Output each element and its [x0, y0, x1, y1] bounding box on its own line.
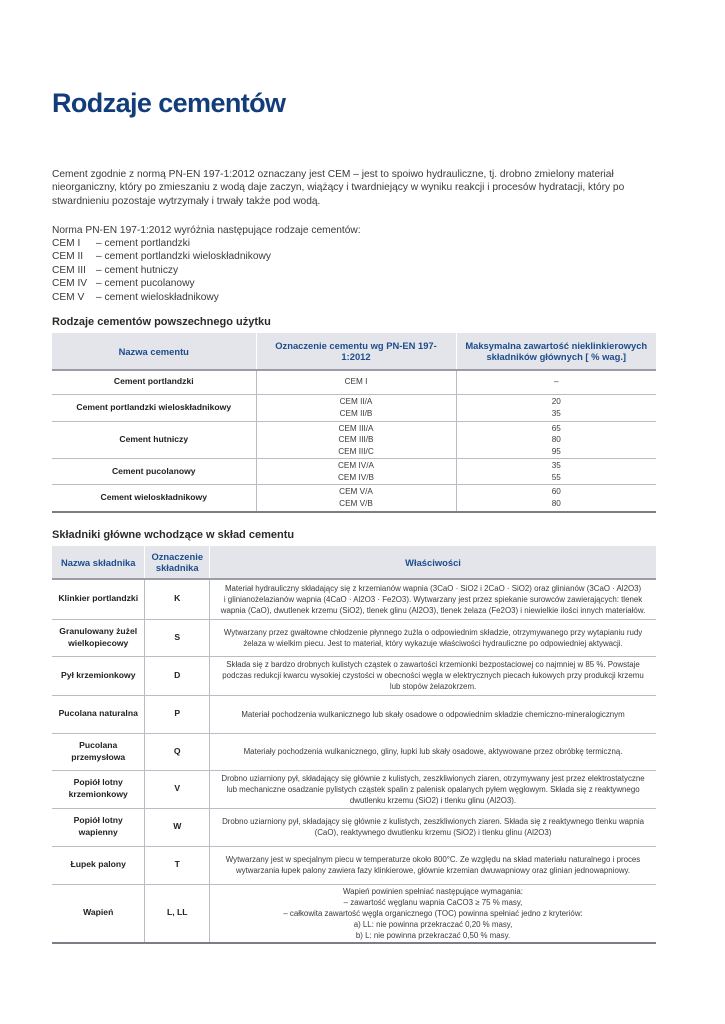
cement-type-item [52, 291, 271, 304]
cement-type-desc: – cement portlandzki wieloskładnikowy [96, 251, 271, 263]
cement-max-value: 20 [551, 396, 561, 406]
table-row [52, 733, 656, 770]
cement-code: CEM II/B [339, 408, 373, 418]
cement-code: CEM IV/B [338, 472, 374, 482]
component-property-line: dwutlenku krzemu (SiO2) i tlenku glinu (Al2O3). [349, 795, 517, 805]
table1-header-max: Maksymalna zawartość nieklinkierowych składników głównych [ % wag.] [456, 333, 656, 370]
table-row [52, 421, 656, 459]
table-row [52, 579, 656, 619]
component-property-line: Materiał pochodzenia wulkanicznego lub skały osadowe o odpowiednim składzie chemiczno-mineralogicznym [241, 709, 625, 719]
cement-code: CEM V/A [339, 487, 373, 497]
component-name: Klinkier portlandzki [52, 579, 145, 619]
cement-code: CEM III/B [338, 435, 374, 445]
table-row [52, 884, 656, 943]
cement-max-value: 35 [551, 461, 561, 471]
component-name: Granulowany żużel wielkopiecowy [52, 619, 145, 656]
component-property-line: żelaza w wielkim piecu. Jest to materiał, który wykazuje właściwości hydrauliczne po odpowiedniej aktywacji. [243, 638, 623, 648]
table2-header-code: Oznaczenie składnika [145, 546, 210, 579]
component-property-line: i glinianożelazianów wapnia (4CaO · Al2O3 · Fe2O3). Wytwarzany jest przez spiekanie surowców zawierających: tlenek [223, 594, 643, 604]
cement-code: CEM II/A [339, 396, 373, 406]
table1-header-name: Nazwa cementu [52, 333, 256, 370]
component-property-line: a) LL: nie powinna przekraczać 0,20 % masy, [353, 919, 513, 929]
component-name: Pucolana przemysłowa [52, 733, 145, 770]
component-property-line: Wytwarzany jest w specjalnym piecu w temperaturze około 800°C. Ze względu na skład materiału naturalnego i proces [225, 855, 641, 864]
table-row [52, 656, 656, 695]
table2-title: Składniki główne wchodzące w skład cementu [52, 529, 295, 541]
table-row [52, 485, 656, 512]
table1-title: Rodzaje cementów powszechnego użytku [52, 316, 271, 328]
component-code: V [145, 770, 210, 808]
cement-type-code: CEM II [52, 251, 84, 263]
cement-max-value: 80 [551, 499, 561, 509]
table-row [52, 695, 656, 733]
table1-header-code: Oznaczenie cementu wg PN-EN 197-1:2012 [256, 333, 456, 370]
component-property-line: Wytwarzany przez gwałtowne chłodzenie płynnego żużla o odpowiednim składzie, otrzymywanego przy wytapianiu rudy [223, 627, 643, 637]
cement-code: CEM IV/A [338, 461, 374, 471]
cement-max-value: 65 [551, 423, 561, 433]
cement-name: Cement portlandzki wieloskładnikowy [52, 394, 256, 421]
cement-type-item [52, 250, 271, 263]
component-property-line: wapnia (CaO), dwutlenek krzemu (SiO2), tlenek glinu (Al2O3), tlenek żelaza (Fe2O3) i niewielkie ilości innych materiałów. [220, 605, 646, 615]
cement-max-value: 60 [551, 487, 561, 497]
cement-max-value: – [553, 377, 559, 387]
cement-name: Cement wieloskładnikowy [52, 485, 256, 512]
cement-code: CEM III/C [338, 446, 374, 456]
component-name: Popiół lotny wapienny [52, 808, 145, 846]
table2-header-props: Właściwości [210, 546, 656, 579]
cement-type-item [52, 277, 271, 290]
cement-type-desc: – cement wieloskładnikowy [96, 291, 219, 303]
component-name: Wapień [52, 884, 145, 943]
table2-header-name: Nazwa składnika [52, 546, 145, 579]
component-name: Popiół lotny krzemionkowy [52, 770, 145, 808]
cement-max-value: 80 [551, 435, 561, 445]
component-code: K [145, 579, 210, 619]
cement-max-value: 35 [551, 408, 561, 418]
component-property-line: Składa się z bardzo drobnych kulistych cząstek o zawartości krzemionki bezpostaciowej co najmniej w 85 %. Powstaje [226, 660, 640, 669]
cement-name: Cement hutniczy [52, 421, 256, 459]
components-table [52, 546, 656, 944]
cement-types-list [52, 237, 271, 304]
component-property-line: lub mechaniczne osadzanie pylistych cząstek spalin z palenisk opalanych pyłem węglowym. Składa się z reaktywnego [226, 784, 640, 794]
component-property-line: (CaO), reaktywnego dwutlenku krzemu (SiO2) i tlenku glinu (Al2O3) [314, 828, 552, 837]
cement-type-desc: – cement portlandzki [96, 238, 191, 249]
cement-type-desc: – cement pucolanowy [96, 278, 195, 290]
component-property-line: Materiał hydrauliczny składający się z krzemianów wapnia (3CaO · SiO2 i 2CaO · SiO2) oraz glinianów (3CaO · Al2O3) [224, 583, 642, 593]
component-code: L, LL [145, 884, 210, 943]
component-property-line: podczas redukcji kwarcu wysokiej czystości w obecności węgla w elektrycznych piecach łukowych przy produkcji krzemu [222, 671, 644, 680]
cement-name: Cement pucolanowy [52, 459, 256, 485]
component-code: S [145, 619, 210, 656]
component-property-line: Drobno uziarniony pył, składający się głównie z kulistych, zeszkliwionych ziaren. Składa się z reaktywnego tlenku wapnia [222, 817, 644, 826]
cement-type-desc: – cement hutniczy [96, 264, 179, 276]
norm-line: Norma PN-EN 197-1:2012 wyróżnia następujące rodzaje cementów: [52, 225, 361, 236]
cement-code: CEM V/B [339, 499, 373, 509]
cement-type-item [52, 264, 271, 277]
table-row [52, 846, 656, 884]
intro-paragraph: Cement zgodnie z normą PN-EN 197-1:2012 oznaczany jest CEM – jest to spoiwo hydrauliczne, tj. drobno zmielony materiał nieorganiczny, który po zmieszaniu z wodą daje zaczyn, wiążący i twardniejący w wyniku reakcji i procesów hydratacji, który po stwardnieniu pozostaje wytrzymały i trwały także pod wodą. [52, 169, 625, 207]
table-row [52, 370, 656, 394]
component-property-line: lub stopów żelazokrzem. [389, 682, 477, 691]
cement-max-value: 55 [551, 472, 561, 482]
cement-code: CEM I [344, 377, 368, 387]
cement-code: CEM III/A [338, 423, 374, 433]
component-property-line: b) L: nie powinna przekraczać 0,50 % masy. [355, 930, 511, 940]
table-row [52, 770, 656, 808]
component-name: Łupek palony [52, 846, 145, 884]
table-row [52, 459, 656, 485]
table-row [52, 394, 656, 421]
component-property-line: – całkowita zawartość węgla organicznego (TOC) powinna spełniać jedno z kryteriów: [283, 908, 583, 918]
cement-type-code: CEM III [52, 264, 86, 276]
component-property-line: wytwarzania łupek palony zawiera fazy klinkierowe, głównie krzemian dwuwapniowy oraz glinian jednowapniowy. [235, 866, 631, 875]
component-property-line: Wapień powinien spełniać następujące wymagania: [343, 886, 524, 896]
component-code: D [145, 656, 210, 695]
cement-type-item [52, 237, 271, 250]
cement-type-code: CEM I [52, 238, 81, 249]
cement-name: Cement portlandzki [52, 370, 256, 394]
component-code: Q [145, 733, 210, 770]
component-property-line: Materiały pochodzenia wulkanicznego, gliny, łupki lub skały osadowe, aktywowane przez obróbkę termiczną. [243, 747, 623, 756]
table-row [52, 808, 656, 846]
cement-type-code: CEM IV [52, 278, 88, 290]
component-code: P [145, 695, 210, 733]
component-name: Pył krzemionkowy [52, 656, 145, 695]
cement-types-table [52, 333, 656, 513]
component-name: Pucolana naturalna [52, 695, 145, 733]
cement-max-value: 95 [551, 446, 561, 456]
cement-type-code: CEM V [52, 291, 85, 303]
component-property-line: Drobno uziarniony pył, składający się głównie z kulistych, zeszkliwionych ziaren, otrzymywany jest przez elektrostatyczne [221, 773, 645, 783]
component-property-line: – zawartość węglanu wapnia CaCO3 ≥ 75 % masy, [343, 897, 523, 907]
page-title: Rodzaje cementów [52, 88, 286, 118]
component-code: T [145, 846, 210, 884]
table-row [52, 619, 656, 656]
component-code: W [145, 808, 210, 846]
